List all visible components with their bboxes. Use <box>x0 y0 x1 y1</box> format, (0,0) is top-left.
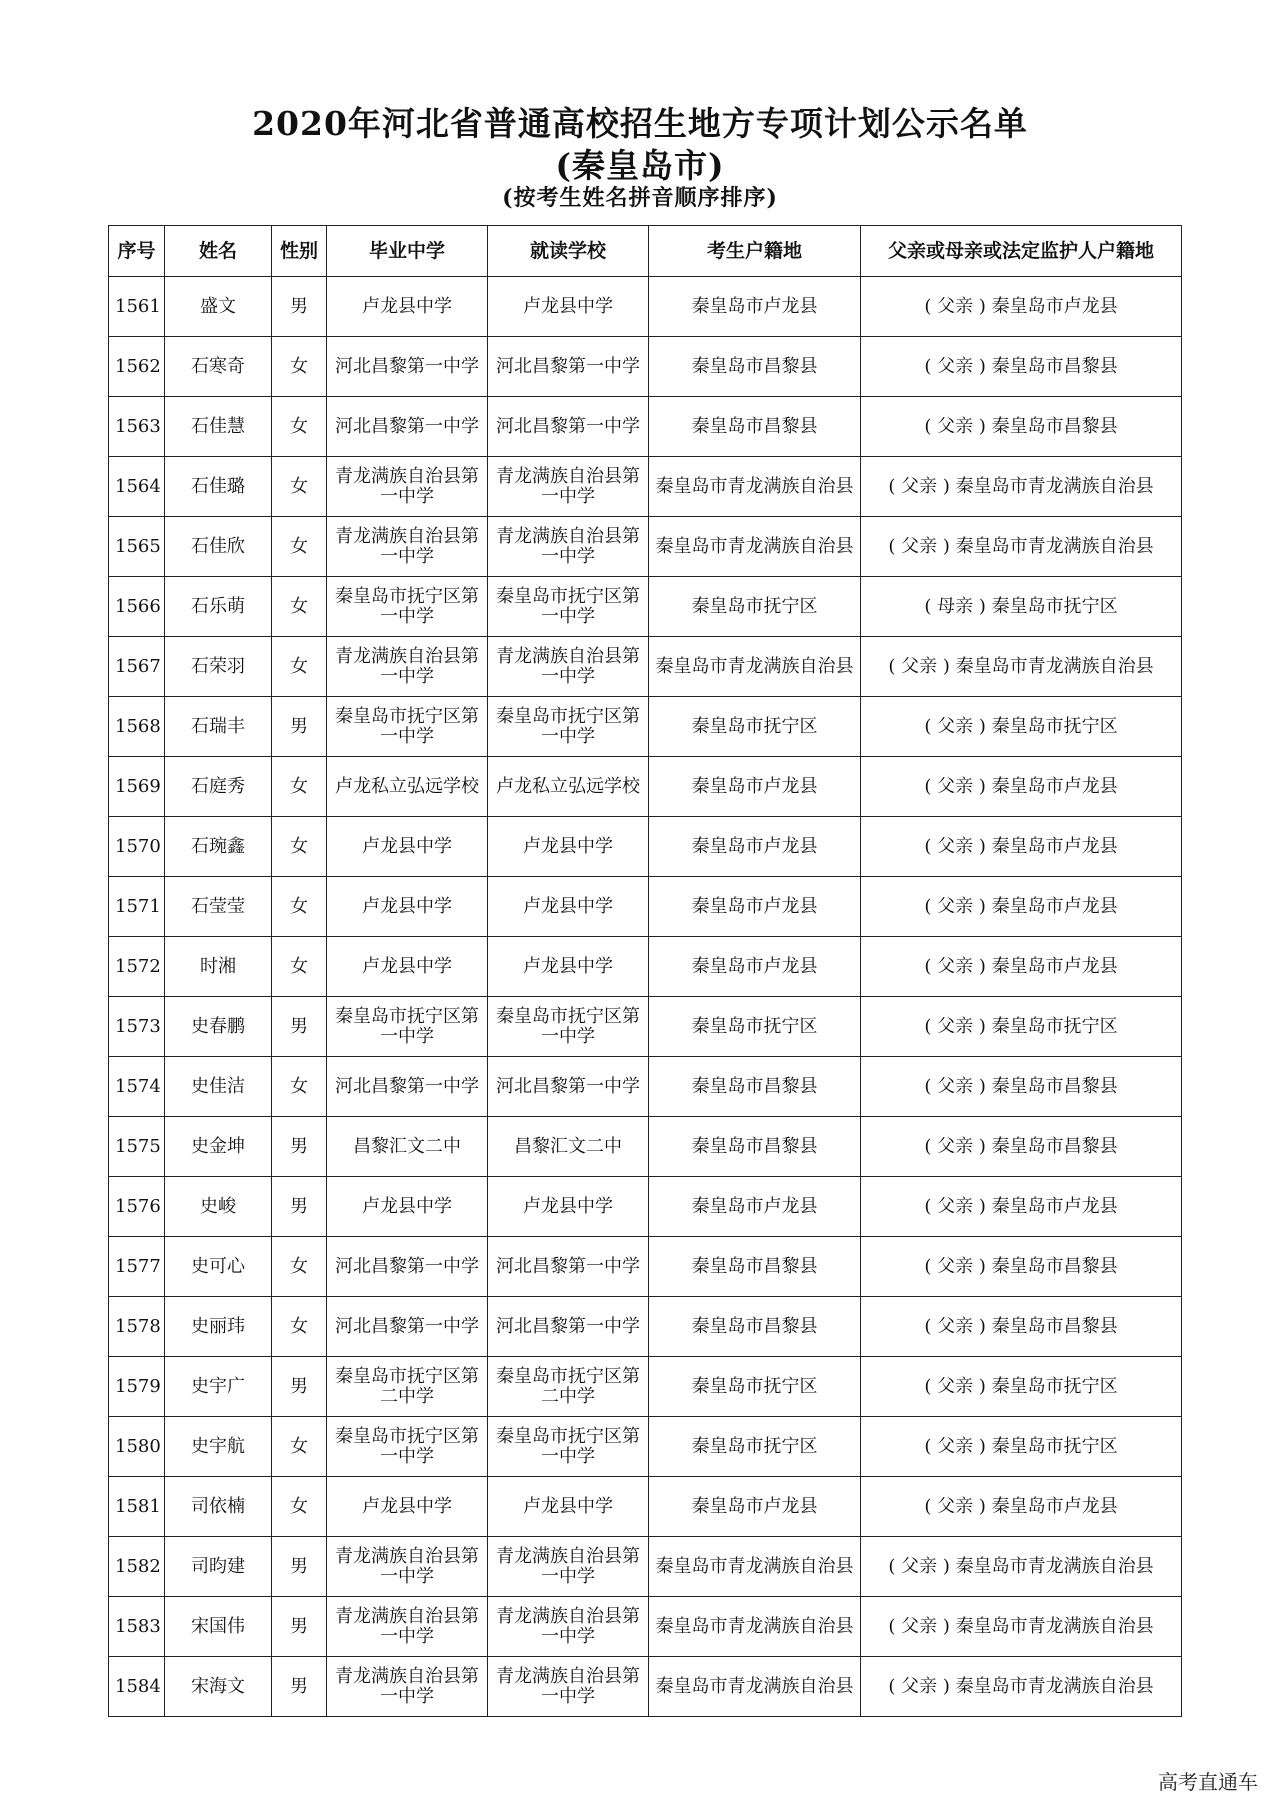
cell-name: 石庭秀 <box>165 757 272 817</box>
cell-hukou: 秦皇岛市青龙满族自治县 <box>649 517 861 577</box>
cell-guardian-hukou: ( 父亲 ) 秦皇岛市卢龙县 <box>861 1177 1182 1237</box>
cell-gender: 女 <box>272 637 327 697</box>
cell-name: 石乐萌 <box>165 577 272 637</box>
table-row <box>109 1417 1182 1477</box>
cell-guardian-hukou: ( 父亲 ) 秦皇岛市青龙满族自治县 <box>861 637 1182 697</box>
cell-guardian-hukou: ( 父亲 ) 秦皇岛市卢龙县 <box>861 817 1182 877</box>
cell-guardian-hukou: ( 父亲 ) 秦皇岛市昌黎县 <box>861 1237 1182 1297</box>
cell-name: 石佳欣 <box>165 517 272 577</box>
cell-guardian-hukou: ( 父亲 ) 秦皇岛市抚宁区 <box>861 697 1182 757</box>
cell-guardian-hukou: ( 父亲 ) 秦皇岛市卢龙县 <box>861 937 1182 997</box>
cell-name: 史宇广 <box>165 1357 272 1417</box>
cell-current-school: 卢龙县中学 <box>488 1477 649 1537</box>
cell-current-school: 昌黎汇文二中 <box>488 1117 649 1177</box>
cell-name: 时湘 <box>165 937 272 997</box>
table-row <box>109 1597 1182 1657</box>
cell-hukou: 秦皇岛市卢龙县 <box>649 937 861 997</box>
table-row <box>109 757 1182 817</box>
table-row <box>109 1057 1182 1117</box>
cell-grad-school: 河北昌黎第一中学 <box>327 337 488 397</box>
cell-current-school: 青龙满族自治县第一中学 <box>488 1597 649 1657</box>
cell-hukou: 秦皇岛市青龙满族自治县 <box>649 1537 861 1597</box>
cell-hukou: 秦皇岛市卢龙县 <box>649 877 861 937</box>
column-header-gender: 性别 <box>272 226 327 277</box>
cell-name: 石佳璐 <box>165 457 272 517</box>
cell-current-school: 卢龙县中学 <box>488 277 649 337</box>
cell-grad-school: 青龙满族自治县第一中学 <box>327 1657 488 1717</box>
cell-name: 盛文 <box>165 277 272 337</box>
cell-gender: 女 <box>272 397 327 457</box>
cell-guardian-hukou: ( 父亲 ) 秦皇岛市昌黎县 <box>861 1057 1182 1117</box>
cell-grad-school: 青龙满族自治县第一中学 <box>327 517 488 577</box>
cell-current-school: 青龙满族自治县第一中学 <box>488 637 649 697</box>
table-row <box>109 337 1182 397</box>
cell-gender: 男 <box>272 1117 327 1177</box>
cell-seq: 1562 <box>109 337 165 397</box>
cell-hukou: 秦皇岛市抚宁区 <box>649 697 861 757</box>
cell-name: 司依楠 <box>165 1477 272 1537</box>
cell-name: 史春鹏 <box>165 997 272 1057</box>
cell-guardian-hukou: ( 父亲 ) 秦皇岛市卢龙县 <box>861 757 1182 817</box>
cell-name: 石莹莹 <box>165 877 272 937</box>
column-header-grad-school: 毕业中学 <box>327 226 488 277</box>
cell-seq: 1582 <box>109 1537 165 1597</box>
cell-current-school: 卢龙县中学 <box>488 817 649 877</box>
cell-seq: 1580 <box>109 1417 165 1477</box>
cell-hukou: 秦皇岛市卢龙县 <box>649 1477 861 1537</box>
table-row <box>109 517 1182 577</box>
cell-name: 史峻 <box>165 1177 272 1237</box>
cell-name: 史宇航 <box>165 1417 272 1477</box>
cell-current-school: 卢龙县中学 <box>488 877 649 937</box>
table-row <box>109 697 1182 757</box>
cell-seq: 1566 <box>109 577 165 637</box>
admission-roster-table <box>108 225 1182 1717</box>
cell-name: 石寒奇 <box>165 337 272 397</box>
table-row <box>109 817 1182 877</box>
cell-name: 司昀建 <box>165 1537 272 1597</box>
cell-name: 史可心 <box>165 1237 272 1297</box>
table-header-row <box>109 226 1182 277</box>
cell-seq: 1584 <box>109 1657 165 1717</box>
cell-current-school: 河北昌黎第一中学 <box>488 1297 649 1357</box>
cell-name: 石琬鑫 <box>165 817 272 877</box>
table-row <box>109 577 1182 637</box>
cell-gender: 女 <box>272 577 327 637</box>
cell-guardian-hukou: ( 母亲 ) 秦皇岛市抚宁区 <box>861 577 1182 637</box>
cell-hukou: 秦皇岛市青龙满族自治县 <box>649 1597 861 1657</box>
cell-gender: 男 <box>272 1357 327 1417</box>
cell-hukou: 秦皇岛市青龙满族自治县 <box>649 637 861 697</box>
table-row <box>109 1657 1182 1717</box>
cell-grad-school: 河北昌黎第一中学 <box>327 397 488 457</box>
cell-hukou: 秦皇岛市青龙满族自治县 <box>649 457 861 517</box>
column-header-guardian-hukou: 父亲或母亲或法定监护人户籍地 <box>861 226 1182 277</box>
cell-grad-school: 青龙满族自治县第一中学 <box>327 457 488 517</box>
cell-grad-school: 青龙满族自治县第一中学 <box>327 1597 488 1657</box>
cell-hukou: 秦皇岛市昌黎县 <box>649 1057 861 1117</box>
cell-hukou: 秦皇岛市抚宁区 <box>649 1357 861 1417</box>
cell-hukou: 秦皇岛市卢龙县 <box>649 817 861 877</box>
cell-seq: 1571 <box>109 877 165 937</box>
cell-guardian-hukou: ( 父亲 ) 秦皇岛市青龙满族自治县 <box>861 517 1182 577</box>
cell-gender: 女 <box>272 937 327 997</box>
cell-name: 史丽玮 <box>165 1297 272 1357</box>
cell-grad-school: 秦皇岛市抚宁区第一中学 <box>327 697 488 757</box>
cell-gender: 女 <box>272 1057 327 1117</box>
cell-hukou: 秦皇岛市昌黎县 <box>649 1297 861 1357</box>
cell-name: 史金坤 <box>165 1117 272 1177</box>
cell-hukou: 秦皇岛市昌黎县 <box>649 397 861 457</box>
cell-current-school: 青龙满族自治县第一中学 <box>488 457 649 517</box>
cell-gender: 男 <box>272 1177 327 1237</box>
cell-grad-school: 青龙满族自治县第一中学 <box>327 637 488 697</box>
table-row <box>109 1297 1182 1357</box>
cell-guardian-hukou: ( 父亲 ) 秦皇岛市青龙满族自治县 <box>861 1657 1182 1717</box>
column-header-hukou: 考生户籍地 <box>649 226 861 277</box>
cell-gender: 男 <box>272 997 327 1057</box>
cell-gender: 女 <box>272 337 327 397</box>
table-row <box>109 1237 1182 1297</box>
cell-guardian-hukou: ( 父亲 ) 秦皇岛市昌黎县 <box>861 1297 1182 1357</box>
cell-name: 史佳洁 <box>165 1057 272 1117</box>
cell-gender: 男 <box>272 277 327 337</box>
cell-current-school: 卢龙私立弘远学校 <box>488 757 649 817</box>
table-row <box>109 277 1182 337</box>
cell-seq: 1578 <box>109 1297 165 1357</box>
column-header-name: 姓名 <box>165 226 272 277</box>
cell-gender: 女 <box>272 817 327 877</box>
cell-seq: 1575 <box>109 1117 165 1177</box>
cell-hukou: 秦皇岛市卢龙县 <box>649 277 861 337</box>
cell-guardian-hukou: ( 父亲 ) 秦皇岛市青龙满族自治县 <box>861 457 1182 517</box>
table-row <box>109 1177 1182 1237</box>
column-header-seq: 序号 <box>109 226 165 277</box>
cell-name: 石佳慧 <box>165 397 272 457</box>
cell-grad-school: 卢龙县中学 <box>327 1177 488 1237</box>
cell-seq: 1577 <box>109 1237 165 1297</box>
cell-seq: 1579 <box>109 1357 165 1417</box>
cell-gender: 女 <box>272 877 327 937</box>
cell-grad-school: 青龙满族自治县第一中学 <box>327 1537 488 1597</box>
cell-hukou: 秦皇岛市卢龙县 <box>649 757 861 817</box>
column-header-current-school: 就读学校 <box>488 226 649 277</box>
cell-grad-school: 秦皇岛市抚宁区第一中学 <box>327 1417 488 1477</box>
cell-hukou: 秦皇岛市昌黎县 <box>649 1117 861 1177</box>
cell-grad-school: 秦皇岛市抚宁区第一中学 <box>327 997 488 1057</box>
cell-guardian-hukou: ( 父亲 ) 秦皇岛市抚宁区 <box>861 997 1182 1057</box>
cell-seq: 1569 <box>109 757 165 817</box>
cell-gender: 女 <box>272 457 327 517</box>
cell-seq: 1570 <box>109 817 165 877</box>
cell-grad-school: 卢龙县中学 <box>327 877 488 937</box>
cell-current-school: 河北昌黎第一中学 <box>488 1057 649 1117</box>
cell-grad-school: 秦皇岛市抚宁区第二中学 <box>327 1357 488 1417</box>
cell-grad-school: 河北昌黎第一中学 <box>327 1297 488 1357</box>
cell-grad-school: 卢龙县中学 <box>327 1477 488 1537</box>
cell-gender: 男 <box>272 1537 327 1597</box>
cell-current-school: 河北昌黎第一中学 <box>488 397 649 457</box>
cell-current-school: 秦皇岛市抚宁区第二中学 <box>488 1357 649 1417</box>
cell-gender: 男 <box>272 1597 327 1657</box>
cell-hukou: 秦皇岛市昌黎县 <box>649 337 861 397</box>
cell-seq: 1576 <box>109 1177 165 1237</box>
document-title: 2020年河北省普通高校招生地方专项计划公示名单 <box>252 104 1028 143</box>
cell-grad-school: 秦皇岛市抚宁区第一中学 <box>327 577 488 637</box>
cell-guardian-hukou: ( 父亲 ) 秦皇岛市卢龙县 <box>861 877 1182 937</box>
cell-name: 宋海文 <box>165 1657 272 1717</box>
cell-seq: 1573 <box>109 997 165 1057</box>
cell-current-school: 河北昌黎第一中学 <box>488 337 649 397</box>
watermark-text: 高考直通车 <box>1158 1770 1258 1794</box>
cell-seq: 1561 <box>109 277 165 337</box>
cell-guardian-hukou: ( 父亲 ) 秦皇岛市昌黎县 <box>861 1117 1182 1177</box>
table-row <box>109 1537 1182 1597</box>
cell-current-school: 秦皇岛市抚宁区第一中学 <box>488 577 649 637</box>
cell-hukou: 秦皇岛市昌黎县 <box>649 1237 861 1297</box>
cell-hukou: 秦皇岛市抚宁区 <box>649 1417 861 1477</box>
cell-grad-school: 卢龙私立弘远学校 <box>327 757 488 817</box>
cell-grad-school: 昌黎汇文二中 <box>327 1117 488 1177</box>
cell-guardian-hukou: ( 父亲 ) 秦皇岛市抚宁区 <box>861 1357 1182 1417</box>
cell-guardian-hukou: ( 父亲 ) 秦皇岛市青龙满族自治县 <box>861 1537 1182 1597</box>
cell-name: 石荣羽 <box>165 637 272 697</box>
table-row <box>109 637 1182 697</box>
cell-gender: 女 <box>272 517 327 577</box>
cell-gender: 男 <box>272 697 327 757</box>
cell-guardian-hukou: ( 父亲 ) 秦皇岛市昌黎县 <box>861 397 1182 457</box>
cell-guardian-hukou: ( 父亲 ) 秦皇岛市抚宁区 <box>861 1417 1182 1477</box>
cell-seq: 1581 <box>109 1477 165 1537</box>
table-body <box>109 277 1182 1717</box>
cell-hukou: 秦皇岛市卢龙县 <box>649 1177 861 1237</box>
table-row <box>109 1357 1182 1417</box>
cell-seq: 1565 <box>109 517 165 577</box>
cell-gender: 男 <box>272 1657 327 1717</box>
cell-current-school: 秦皇岛市抚宁区第一中学 <box>488 697 649 757</box>
cell-hukou: 秦皇岛市抚宁区 <box>649 997 861 1057</box>
cell-seq: 1563 <box>109 397 165 457</box>
cell-gender: 女 <box>272 757 327 817</box>
cell-guardian-hukou: ( 父亲 ) 秦皇岛市青龙满族自治县 <box>861 1597 1182 1657</box>
cell-gender: 女 <box>272 1297 327 1357</box>
cell-gender: 女 <box>272 1417 327 1477</box>
cell-guardian-hukou: ( 父亲 ) 秦皇岛市昌黎县 <box>861 337 1182 397</box>
cell-seq: 1574 <box>109 1057 165 1117</box>
cell-name: 宋国伟 <box>165 1597 272 1657</box>
cell-guardian-hukou: ( 父亲 ) 秦皇岛市卢龙县 <box>861 1477 1182 1537</box>
table-row <box>109 397 1182 457</box>
document-subtitle-city: (秦皇岛市) <box>555 146 725 185</box>
table-row <box>109 1117 1182 1177</box>
cell-hukou: 秦皇岛市抚宁区 <box>649 577 861 637</box>
cell-current-school: 青龙满族自治县第一中学 <box>488 1657 649 1717</box>
cell-current-school: 卢龙县中学 <box>488 1177 649 1237</box>
cell-seq: 1572 <box>109 937 165 997</box>
cell-current-school: 卢龙县中学 <box>488 937 649 997</box>
cell-current-school: 青龙满族自治县第一中学 <box>488 1537 649 1597</box>
document-sort-note: (按考生姓名拼音顺序排序) <box>502 185 778 211</box>
cell-hukou: 秦皇岛市青龙满族自治县 <box>649 1657 861 1717</box>
cell-gender: 女 <box>272 1477 327 1537</box>
cell-seq: 1568 <box>109 697 165 757</box>
cell-current-school: 青龙满族自治县第一中学 <box>488 517 649 577</box>
cell-grad-school: 卢龙县中学 <box>327 817 488 877</box>
cell-grad-school: 河北昌黎第一中学 <box>327 1237 488 1297</box>
cell-seq: 1564 <box>109 457 165 517</box>
cell-grad-school: 河北昌黎第一中学 <box>327 1057 488 1117</box>
table-row <box>109 997 1182 1057</box>
table-row <box>109 877 1182 937</box>
cell-guardian-hukou: ( 父亲 ) 秦皇岛市卢龙县 <box>861 277 1182 337</box>
cell-current-school: 秦皇岛市抚宁区第一中学 <box>488 1417 649 1477</box>
cell-seq: 1567 <box>109 637 165 697</box>
cell-grad-school: 卢龙县中学 <box>327 277 488 337</box>
table-row <box>109 1477 1182 1537</box>
cell-seq: 1583 <box>109 1597 165 1657</box>
table-row <box>109 457 1182 517</box>
cell-gender: 女 <box>272 1237 327 1297</box>
cell-name: 石瑞丰 <box>165 697 272 757</box>
cell-current-school: 河北昌黎第一中学 <box>488 1237 649 1297</box>
cell-current-school: 秦皇岛市抚宁区第一中学 <box>488 997 649 1057</box>
cell-grad-school: 卢龙县中学 <box>327 937 488 997</box>
table-row <box>109 937 1182 997</box>
